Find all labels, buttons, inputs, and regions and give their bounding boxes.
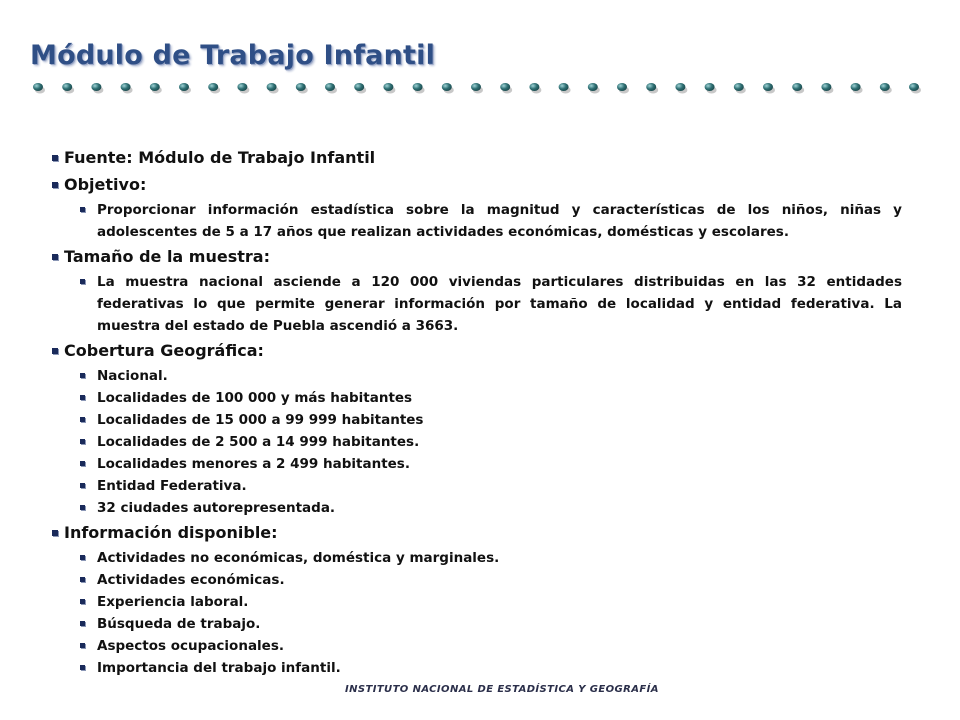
divider-dot (559, 83, 569, 91)
cobertura-item-text: Localidades de 15 000 a 99 999 habitantes (97, 412, 424, 428)
list-item (52, 613, 902, 635)
bullet-cobertura (52, 341, 902, 361)
tamano-text: La muestra nacional asciende a 120 000 viviendas particulares distribuidas en las 32 entidades federativas lo que permite generar información por tamaño de localidad y entidad federativa. La muestra del estado de Puebla ascendió a 3663. (97, 274, 902, 334)
fuente-text: Fuente: Módulo de Trabajo Infantil (64, 148, 376, 167)
tamano-item (52, 271, 902, 337)
square-bullet-icon (52, 155, 58, 161)
divider-dot (500, 83, 510, 91)
divider-dot (588, 83, 598, 91)
square-bullet-icon (80, 279, 85, 284)
informacion-item-text: Actividades no económicas, doméstica y marginales. (97, 550, 500, 566)
informacion-item-text: Importancia del trabajo infantil. (97, 660, 341, 676)
square-bullet-icon (80, 555, 85, 560)
square-bullet-icon (80, 621, 85, 626)
institution-footer: INSTITUTO NACIONAL DE ESTADÍSTICA Y GEOGRAFÍA (345, 684, 659, 695)
list-item (52, 569, 902, 591)
objetivo-heading: Objetivo: (64, 175, 147, 194)
list-item (52, 453, 902, 475)
divider-dot (354, 83, 364, 91)
list-item (52, 475, 902, 497)
divider-dot (705, 83, 715, 91)
cobertura-item-text: Localidades de 2 500 a 14 999 habitantes. (97, 434, 420, 450)
cobertura-item-text: Entidad Federativa. (97, 478, 247, 494)
divider-dot (792, 83, 802, 91)
tamano-heading: Tamaño de la muestra: (64, 247, 270, 266)
divider-dot (413, 83, 423, 91)
divider-dot (208, 83, 218, 91)
divider-dot (150, 83, 160, 91)
square-bullet-icon (80, 395, 85, 400)
square-bullet-icon (80, 373, 85, 378)
page-title: Módulo de Trabajo Infantil (30, 40, 436, 71)
cobertura-heading: Cobertura Geográfica: (64, 341, 264, 360)
divider-dot (529, 83, 539, 91)
list-item (52, 497, 902, 519)
square-bullet-icon (80, 577, 85, 582)
divider-dot (442, 83, 452, 91)
square-bullet-icon (52, 182, 58, 188)
square-bullet-icon (52, 254, 58, 260)
bullet-informacion (52, 523, 902, 543)
divider-dot (325, 83, 335, 91)
divider-dot (121, 83, 131, 91)
square-bullet-icon (80, 439, 85, 444)
informacion-heading: Información disponible: (64, 523, 278, 542)
square-bullet-icon (80, 643, 85, 648)
cobertura-item-text: Localidades de 100 000 y más habitantes (97, 390, 413, 406)
divider-dot (471, 83, 481, 91)
divider-dot (267, 83, 277, 91)
square-bullet-icon (80, 461, 85, 466)
square-bullet-icon (80, 207, 85, 212)
divider-dot (763, 83, 773, 91)
objetivo-item (52, 199, 902, 243)
square-bullet-icon (52, 348, 58, 354)
square-bullet-icon (52, 530, 58, 536)
informacion-item-text: Experiencia laboral. (97, 594, 249, 610)
divider-dot (179, 83, 189, 91)
divider-dot (851, 83, 861, 91)
divider-dot (62, 83, 72, 91)
square-bullet-icon (80, 599, 85, 604)
divider-dot (675, 83, 685, 91)
divider-dot (734, 83, 744, 91)
square-bullet-icon (80, 505, 85, 510)
dotted-divider (30, 80, 935, 96)
cobertura-item-text: Nacional. (97, 368, 168, 384)
objetivo-text: Proporcionar información estadística sobre la magnitud y características de los niños, niñas y adolescentes de 5 a 17 años que realizan actividades económicas, domésticas y escolares. (97, 202, 902, 240)
dotted-divider-graphic (30, 80, 935, 96)
bullet-fuente (52, 148, 902, 168)
square-bullet-icon (80, 483, 85, 488)
divider-dot (383, 83, 393, 91)
bullet-objetivo (52, 175, 902, 195)
list-item (52, 547, 902, 569)
list-item (52, 365, 902, 387)
divider-dot (237, 83, 247, 91)
divider-dot (296, 83, 306, 91)
divider-dot (909, 83, 919, 91)
list-item (52, 657, 902, 679)
cobertura-item-text: Localidades menores a 2 499 habitantes. (97, 456, 410, 472)
informacion-item-text: Actividades económicas. (97, 572, 285, 588)
list-item (52, 387, 902, 409)
list-item (52, 431, 902, 453)
divider-dot (33, 83, 43, 91)
divider-dot (880, 83, 890, 91)
divider-dot (646, 83, 656, 91)
square-bullet-icon (80, 665, 85, 670)
cobertura-item-text: 32 ciudades autorepresentada. (97, 500, 336, 516)
divider-dot (617, 83, 627, 91)
list-item (52, 591, 902, 613)
bullet-tamano (52, 247, 902, 267)
informacion-item-text: Búsqueda de trabajo. (97, 616, 261, 632)
divider-dot (821, 83, 831, 91)
divider-dot (91, 83, 101, 91)
list-item (52, 635, 902, 657)
informacion-item-text: Aspectos ocupacionales. (97, 638, 285, 654)
list-item (52, 409, 902, 431)
slide-content (52, 148, 902, 679)
square-bullet-icon (80, 417, 85, 422)
